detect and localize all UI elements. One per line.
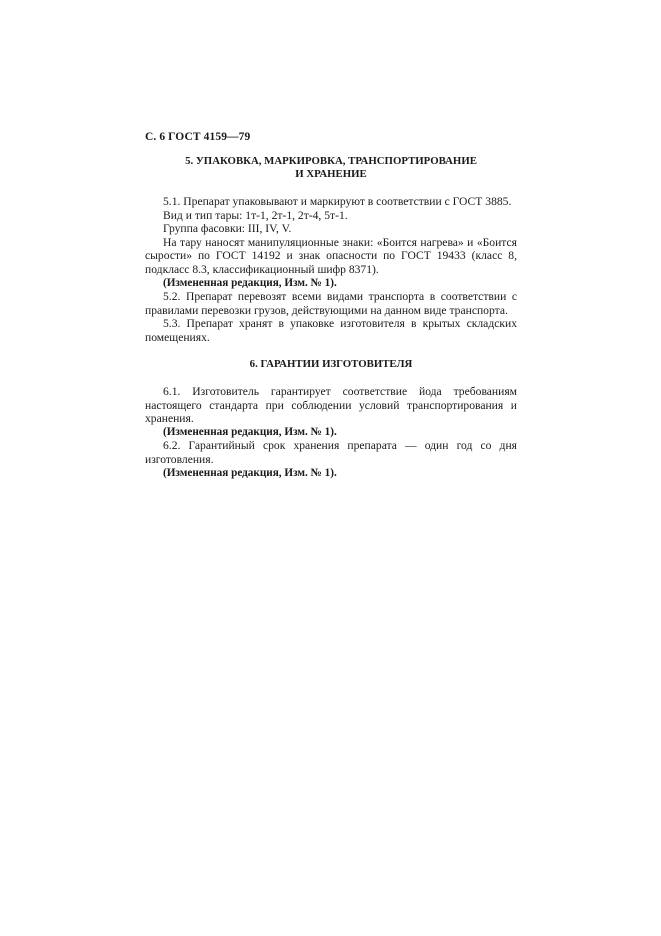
document-body [145,155,517,480]
paragraph-packing-group: Группа фасовки: III, IV, V. [163,222,292,236]
paragraph-handling-marks: На тару наносят манипуляционные знаки: «Боится нагрева» и «Боится сырости» по ГОСТ 14192 и знак опасности по ГОСТ 19433 (класс 8, подкласс 8.3, классификационный шифр 8371). [145,235,517,276]
amendment-note: (Измененная редакция, Изм. № 1). [163,466,337,479]
page-header: С. 6 ГОСТ 4159—79 [145,131,251,143]
section-6-title: 6. ГАРАНТИИ ИЗГОТОВИТЕЛЯ [249,357,413,370]
paragraph-6-2: 6.2. Гарантийный срок хранения препарата — один год со дня изготовления. [145,439,517,466]
paragraph-5-3: 5.3. Препарат хранят в упаковке изготовителя в крытых складских помещениях. [145,317,517,344]
amendment-note: (Измененная редакция, Изм. № 1). [163,425,337,438]
paragraph-5-2: 5.2. Препарат перевозят всеми видами транспорта в соответствии с правилами перевозки грузов, действующими на данном виде транспорта. [145,290,517,317]
paragraph-5-1: 5.1. Препарат упаковывают и маркируют в соответствии с ГОСТ 3885. [163,195,512,208]
paragraph-6-1: 6.1. Изготовитель гарантирует соответствие йода требованиям настоящего стандарта при соблюдении условий транспортирования и хранения. [145,385,517,426]
section-5-title [145,155,517,180]
paragraph-container-type: Вид и тип тары: 1т-1, 2т-1, 2т-4, 5т-1. [163,208,348,222]
amendment-note: (Измененная редакция, Изм. № 1). [163,276,337,289]
section-5-title-line-1: 5. УПАКОВКА, МАРКИРОВКА, ТРАНСПОРТИРОВАНИЕ [185,155,477,167]
section-5-title-line-2: И ХРАНЕНИЕ [295,167,367,180]
